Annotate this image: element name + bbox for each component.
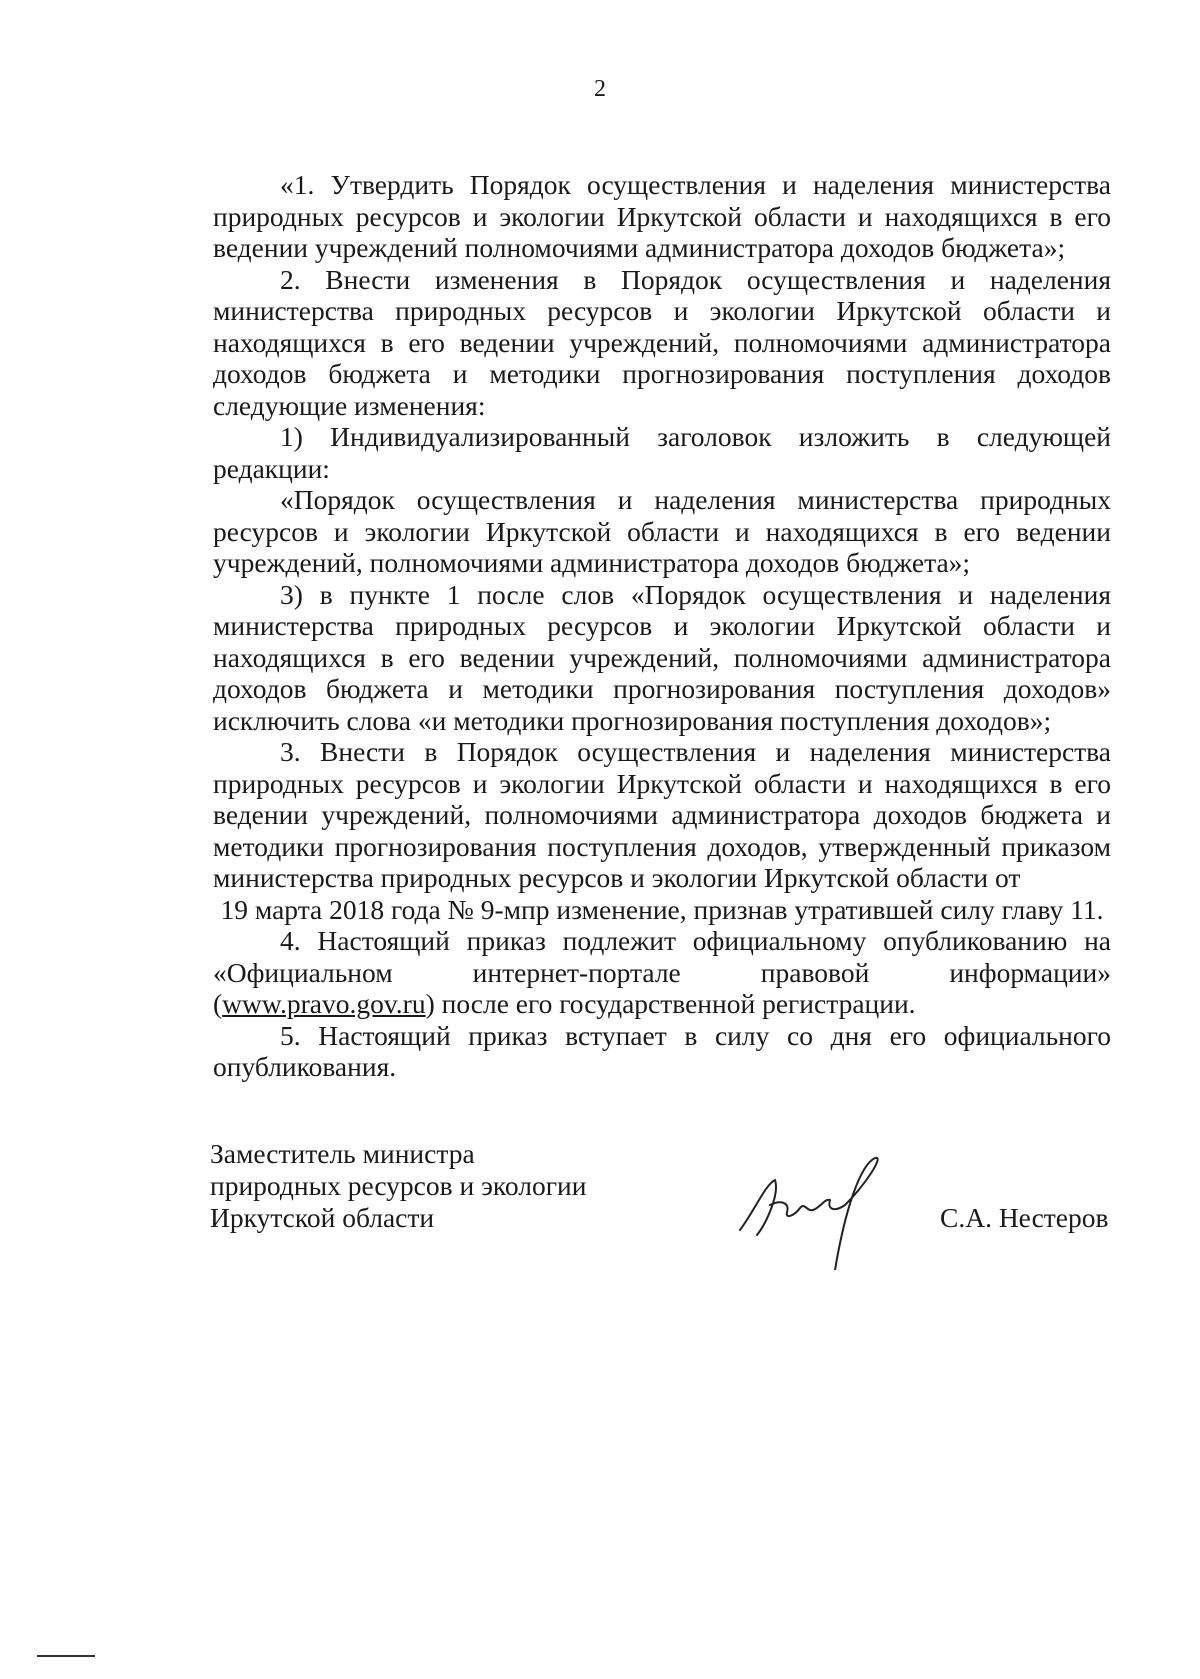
paragraph-amend-order: 2. Внести изменения в Порядок осуществления и наделения министерства природных ресурсов и экологии Иркутской области и находящихся в его ведении учреждений, полномочиями администратора доходов бюджета и методики прогнозирования поступления доходов следующие изменения: [213, 263, 1111, 421]
handwritten-signature [735, 1150, 905, 1270]
signatory-title-line: природных ресурсов и экологии [210, 1170, 587, 1201]
paragraph-approve-order: «1. Утвердить Порядок осуществления и наделения министерства природных ресурсов и экологии Иркутской области и находящихся в его ведении учреждений полномочиями администратора доходов бюджета»; [213, 169, 1111, 263]
signatory-title [210, 1138, 586, 1234]
signatory-title-line: Заместитель министра [210, 1138, 475, 1169]
signatory-title-line: Иркутской области [210, 1202, 435, 1233]
page-number: 2 [594, 76, 606, 102]
margin-mark [37, 1655, 95, 1657]
paragraph-amend-methodology: 3. Внести в Порядок осуществления и наделения министерства природных ресурсов и экологии Иркутской области и находящихся в его ведении учреждений, полномочиями администратора доходов бюджета и методики прогнозирования поступления доходов, утвержденный приказом министерства природных ресурсов и экологии Иркутской области от [213, 736, 1111, 893]
paragraph-amend-methodology-date: 19 марта 2018 года № 9-мпр изменение, признав утратившей силу главу 11. [220, 893, 1104, 925]
document-body [213, 169, 1111, 1083]
pravo-portal-link[interactable]: www.pravo.gov.ru [222, 988, 426, 1019]
paragraph-entry-into-force: 5. Настоящий приказ вступает в силу со дня его официального опубликования. [213, 1019, 1111, 1082]
paragraph-publication: 4. Настоящий приказ подлежит официальному опубликованию на «Официальном интернет-портале правовой информации» (www.pravo.gov.ru) после его государственной регистрации. [213, 925, 1111, 1019]
paragraph-item-3-change: 3) в пункте 1 после слов «Порядок осуществления и наделения министерства природных ресурсов и экологии Иркутской области и находящихся в его ведении учреждений, полномочиями администратора доходов бюджета и методики прогнозирования поступления доходов» исключить слова «и методики прогнозирования поступления доходов»; [213, 578, 1111, 736]
paragraph-new-heading: «Порядок осуществления и наделения министерства природных ресурсов и экологии Иркутской области и находящихся в его ведении учреждений, полномочиями администратора доходов бюджета»; [213, 484, 1111, 578]
signatory-name: С.А. Нестеров [940, 1202, 1109, 1233]
paragraph-heading-change: 1) Индивидуализированный заголовок изложить в следующей редакции: [213, 421, 1111, 484]
